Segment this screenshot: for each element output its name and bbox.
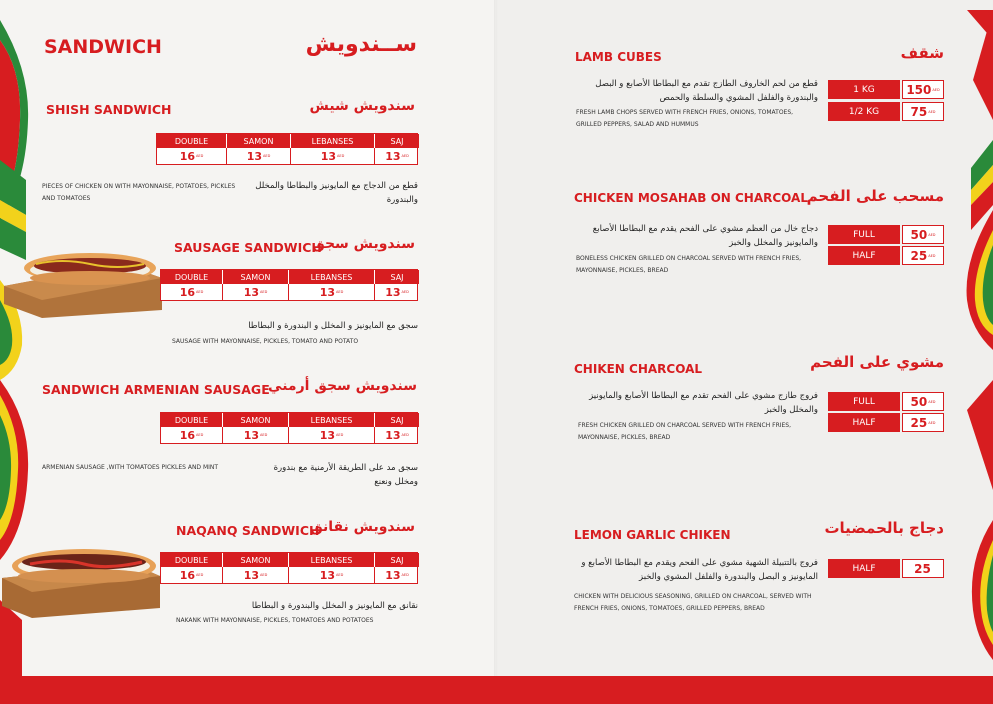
currency-unit: AED [336, 290, 344, 294]
price-value: 75 [910, 104, 928, 119]
price-table [160, 412, 418, 444]
currency-unit: AED [336, 573, 344, 577]
size-price-row [828, 413, 944, 432]
currency-unit: AED [401, 290, 409, 294]
price-value: 13 [319, 568, 335, 582]
col-header: SAJ [375, 413, 419, 427]
currency-unit: AED [260, 573, 268, 577]
size-price-row [828, 80, 944, 99]
price-cell [161, 284, 223, 300]
size-price-row [828, 225, 944, 244]
size-label: HALF [828, 246, 900, 265]
item-name-ar: دجاج بالحمضيات [824, 519, 944, 537]
item-description-ar: نقانق مع المايونيز و المخلل والبندورة و البطاطا [251, 601, 418, 611]
price-value: 25 [910, 248, 928, 263]
item-name-en: NAQANQ SANDWICH [176, 523, 320, 538]
item-description-ar: فروج طازج مشوي على الفحم تقدم مع البطاطا الأصابع والمايونيز والمخلل والخبز [589, 391, 818, 415]
item-description-en: ARMENIAN SAUSAGE ,WITH TOMATOES PICKLES AND MINT [42, 464, 219, 471]
price-cell [223, 284, 289, 300]
sausage-sandwich-image [2, 238, 162, 318]
price-value: 13 [385, 149, 401, 163]
item-name-ar: سندويش سجق أرمني [268, 378, 417, 394]
item-description-ar: فروج بالتتبيلة الشهية مشوي على الفحم ويقدم مع البطاطا الأصابع و المايونيز و البصل والبندورة والفلفل المشوي والخبز [581, 558, 818, 582]
col-header: LEBANSES [289, 270, 375, 284]
currency-unit: AED [932, 87, 940, 92]
size-label: HALF [828, 413, 900, 432]
item-name-en: LEMON GARLIC CHIKEN [574, 528, 731, 542]
size-label: FULL [828, 225, 900, 244]
item-name-ar: مشوي على الفحم [810, 353, 944, 371]
price-cell [289, 567, 375, 583]
currency-unit: AED [401, 154, 409, 158]
item-description-en: SAUSAGE WITH MAYONNAISE, PICKLES, TOMATO AND POTATO [172, 338, 359, 345]
currency-unit: AED [260, 433, 268, 437]
col-header: LEBANSES [289, 413, 375, 427]
price-cell [375, 567, 419, 583]
item-description-ar: قطع من لحم الخاروف الطازج تقدم مع البطاطا الأصابع و البصل والبندورة والفلفل المشوي والسلطة والحمص [595, 79, 818, 103]
price-value: 50 [910, 394, 928, 409]
size-label: 1 KG [828, 80, 900, 99]
item-description-ar: قطع من الدجاج مع المايونيز والبطاطا والمخلل والبندورة [255, 181, 418, 205]
price-value: 13 [385, 285, 401, 299]
price-cell [223, 567, 289, 583]
price-cell [161, 567, 223, 583]
currency-unit: AED [336, 433, 344, 437]
item-description-ar: سجق مع المايونيز و المخلل و البندورة و البطاطا [248, 321, 418, 331]
price-box [902, 102, 944, 121]
currency-unit: AED [263, 154, 271, 158]
right-flag-stripes-decoration [953, 0, 993, 676]
currency-unit: AED [196, 433, 204, 437]
col-header: SAMON [223, 413, 289, 427]
price-box [902, 392, 944, 411]
price-cell [227, 148, 291, 164]
price-cell [375, 427, 419, 443]
currency-unit: AED [928, 232, 936, 237]
currency-unit: AED [196, 573, 204, 577]
currency-unit: AED [196, 290, 204, 294]
price-table [160, 269, 418, 301]
price-value: 25 [914, 561, 931, 576]
size-label: FULL [828, 392, 900, 411]
price-value: 16 [179, 285, 195, 299]
size-price-row [828, 246, 944, 265]
price-value: 13 [243, 428, 259, 442]
naqanq-sandwich-image [2, 536, 162, 618]
price-value: 150 [906, 82, 932, 97]
section-title-en: SANDWICH [44, 36, 162, 58]
price-cell [375, 284, 419, 300]
item-name-ar: مسحب على الفحم [806, 187, 944, 205]
price-value: 13 [385, 428, 401, 442]
size-label: HALF [828, 559, 900, 578]
price-cell [223, 427, 289, 443]
size-price-row [828, 392, 944, 411]
size-price-row [828, 102, 944, 121]
item-name-ar: سندويش نقانق [310, 519, 415, 535]
currency-unit: AED [928, 109, 936, 114]
price-value: 16 [179, 149, 195, 163]
currency-unit: AED [337, 154, 345, 158]
currency-unit: AED [928, 253, 936, 258]
section-title-ar: ســندويش [305, 32, 417, 57]
book-spine [494, 0, 498, 676]
price-value: 13 [385, 568, 401, 582]
size-price-row [828, 559, 944, 578]
item-description-en: FRESH CHICKEN GRILLED ON CHARCOAL SERVED WITH FRENCH FRIES, MAYONNAISE, PICKLES, BREAD [578, 422, 792, 441]
item-name-en: SANDWICH ARMENIAN SAUSAGE [42, 382, 270, 397]
price-box [902, 246, 944, 265]
col-header: SAMON [223, 270, 289, 284]
currency-unit: AED [401, 433, 409, 437]
size-label: 1/2 KG [828, 102, 900, 121]
price-box [902, 559, 944, 578]
price-box [902, 80, 944, 99]
price-value: 25 [910, 415, 928, 430]
price-cell [289, 284, 375, 300]
price-value: 50 [910, 227, 928, 242]
currency-unit: AED [260, 290, 268, 294]
item-description-en: PIECES OF CHICKEN ON WITH MAYONNAISE, POTATOES, PICKLES AND TOMATOES [42, 183, 236, 202]
col-header: SAMON [223, 553, 289, 567]
currency-unit: AED [196, 154, 204, 158]
col-header: SAJ [375, 134, 419, 148]
col-header: LEBANSES [289, 553, 375, 567]
price-value: 13 [246, 149, 262, 163]
price-value: 13 [320, 149, 336, 163]
item-description-en: NAKANK WITH MAYONNAISE, PICKLES, TOMATOES AND POTATOES [176, 617, 374, 624]
col-header: DOUBLE [161, 413, 223, 427]
price-cell [291, 148, 375, 164]
price-box [902, 413, 944, 432]
price-cell [161, 427, 223, 443]
price-table [156, 133, 418, 165]
price-table [160, 552, 418, 584]
currency-unit: AED [401, 573, 409, 577]
item-description-en: FRESH LAMB CHOPS SERVED WITH FRENCH FRIES, ONIONS, TOMATOES, GRILLED PEPPERS, SALAD AND HUMMUS [576, 109, 794, 128]
item-name-ar: سندويش شيش [309, 98, 415, 114]
item-description-en: CHICKEN WITH DELICIOUS SEASONING, GRILLED ON CHARCOAL, SERVED WITH FRENCH FRIES, ONIONS, TOMATOES, GRILLED PEPPERS, BREAD [574, 593, 812, 612]
price-value: 13 [319, 428, 335, 442]
price-value: 13 [243, 568, 259, 582]
col-header: DOUBLE [157, 134, 227, 148]
price-value: 13 [243, 285, 259, 299]
col-header: SAJ [375, 553, 419, 567]
price-cell [157, 148, 227, 164]
item-description-en: BONELESS CHICKEN GRILLED ON CHARCOAL SERVED WITH FRENCH FRIES, MAYONNAISE, PICKLES, BREAD [576, 255, 802, 274]
item-name-en: LAMB CUBES [575, 50, 662, 64]
item-description-ar: سجق مد على الطريقة الأرمنية مع بندورة ومخلل ونعنع [273, 463, 418, 487]
col-header: DOUBLE [161, 270, 223, 284]
col-header: LEBANSES [291, 134, 375, 148]
item-description-ar: دجاج خال من العظم مشوي على الفحم يقدم مع البطاطا الأصابع والمايونيز والمخلل والخبز [592, 224, 818, 248]
col-header: SAMON [227, 134, 291, 148]
bottom-red-bar [0, 676, 993, 704]
col-header: SAJ [375, 270, 419, 284]
price-value: 16 [179, 428, 195, 442]
item-name-ar: شقف [900, 44, 944, 62]
item-name-en: SAUSAGE SANDWICH [174, 240, 322, 255]
currency-unit: AED [928, 420, 936, 425]
price-cell [375, 148, 419, 164]
price-value: 16 [179, 568, 195, 582]
item-name-en: CHICKEN MOSAHAB ON CHARCOAL [574, 191, 808, 205]
price-cell [289, 427, 375, 443]
price-box [902, 225, 944, 244]
item-name-en: CHIKEN CHARCOAL [574, 362, 703, 376]
item-name-ar: سندويش سجق [312, 236, 415, 252]
price-value: 13 [319, 285, 335, 299]
item-name-en: SHISH SANDWICH [46, 102, 172, 117]
col-header: DOUBLE [161, 553, 223, 567]
currency-unit: AED [928, 399, 936, 404]
